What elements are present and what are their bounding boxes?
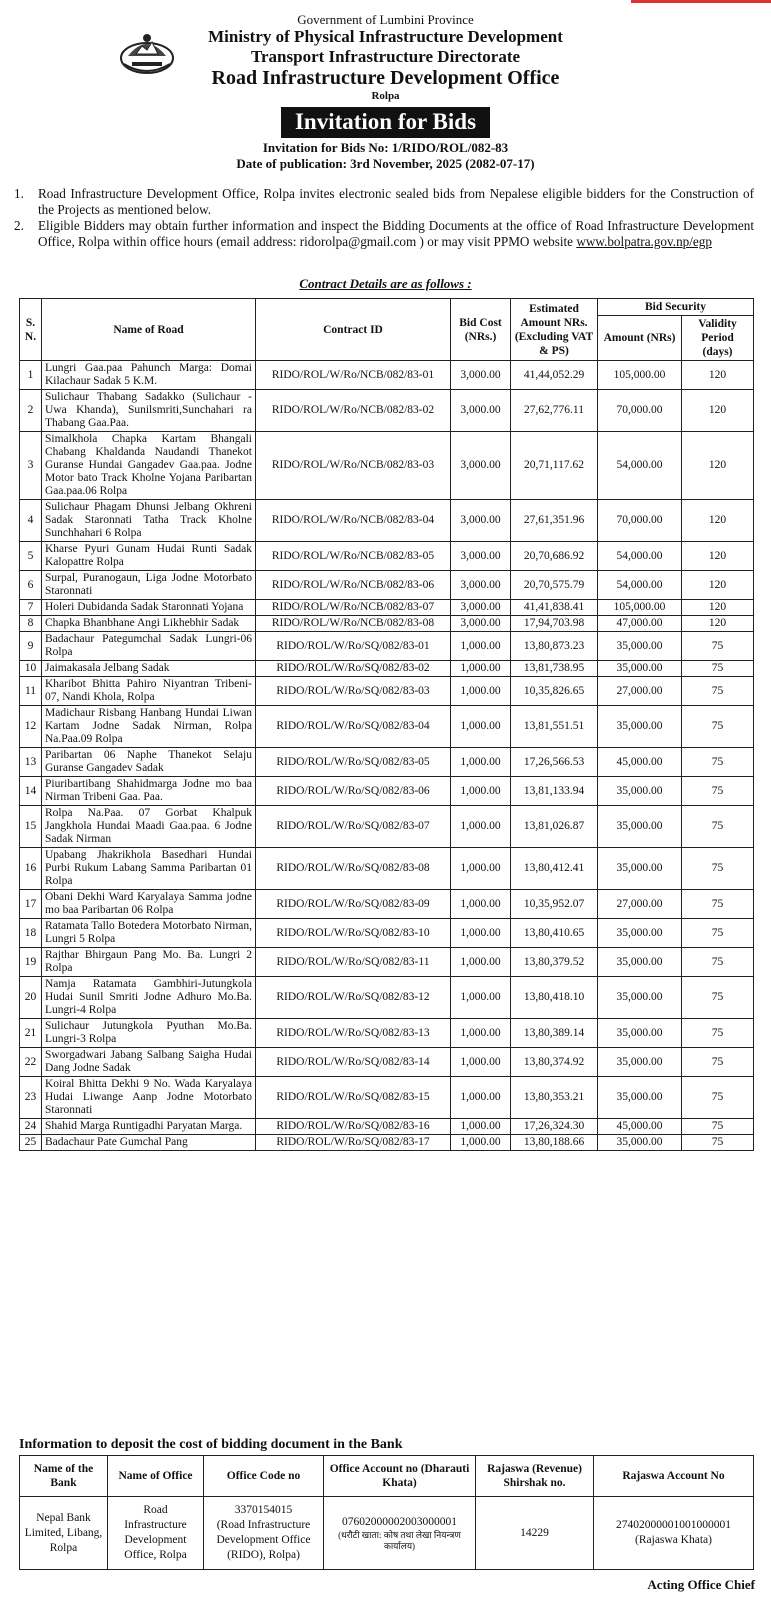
row-contract-id: RIDO/ROL/W/Ro/SQ/082/83-01: [256, 632, 451, 661]
publication-date: Date of publication: 3rd November, 2025 (2082-07-17): [236, 156, 535, 171]
row-sn: 3: [20, 432, 42, 500]
rajaswa-account-cell: [594, 1497, 754, 1570]
row-validity-period: 120: [682, 390, 754, 432]
paragraph-number: 1.: [14, 186, 24, 201]
office-account: 07602000002003000001: [342, 1515, 457, 1528]
table-row: [20, 706, 754, 748]
row-contract-id: RIDO/ROL/W/Ro/SQ/082/83-03: [256, 677, 451, 706]
row-bid-cost: 1,000.00: [451, 777, 511, 806]
row-bid-cost: 1,000.00: [451, 890, 511, 919]
row-contract-id: RIDO/ROL/W/Ro/NCB/082/83-08: [256, 616, 451, 632]
row-sn: 1: [20, 361, 42, 390]
row-security-amount: 27,000.00: [598, 677, 682, 706]
row-sn: 24: [20, 1119, 42, 1135]
row-security-amount: 35,000.00: [598, 777, 682, 806]
row-validity-period: 120: [682, 600, 754, 616]
row-bid-cost: 3,000.00: [451, 390, 511, 432]
row-security-amount: 35,000.00: [598, 1135, 682, 1151]
row-estimated-amount: 27,61,351.96: [511, 500, 598, 542]
office-account-note: (धरौटी खाता: कोष तथा लेखा नियन्त्रण कार्यालय): [338, 1529, 461, 1551]
row-sn: 9: [20, 632, 42, 661]
row-bid-cost: 3,000.00: [451, 432, 511, 500]
table-row: [20, 432, 754, 500]
table-row: [20, 361, 754, 390]
row-sn: 19: [20, 948, 42, 977]
row-validity-period: 120: [682, 616, 754, 632]
row-security-amount: 35,000.00: [598, 848, 682, 890]
office-name: Road Infrastructure Development Office: [211, 67, 560, 89]
contract-details-title: Contract Details are as follows :: [299, 276, 472, 291]
col-estimated-amount: Estimated Amount NRs. (Excluding VAT & PS): [511, 299, 598, 361]
row-estimated-amount: 13,81,551.51: [511, 706, 598, 748]
row-sn: 7: [20, 600, 42, 616]
row-contract-id: RIDO/ROL/W/Ro/SQ/082/83-04: [256, 706, 451, 748]
row-estimated-amount: 13,80,412.41: [511, 848, 598, 890]
row-road-name: Sulichaur Jutungkola Pyuthan Mo.Ba. Lungri-3 Rolpa: [42, 1019, 256, 1048]
row-security-amount: 54,000.00: [598, 542, 682, 571]
paragraph-body: Eligible Bidders may obtain further information and inspect the Bidding Documents at the office of Road Infrastructure Development Office, Rolpa within office hours (email address: ridorolpa@gmail.com ) or may visit PPMO website: [38, 218, 754, 249]
rajaswa-shirshak-cell: 14229: [476, 1497, 594, 1570]
table-row: [20, 1048, 754, 1077]
row-validity-period: 120: [682, 432, 754, 500]
row-road-name: Ratamata Tallo Botedera Motorbato Nirman, Lungri 5 Rolpa: [42, 919, 256, 948]
row-security-amount: 105,000.00: [598, 361, 682, 390]
row-validity-period: 75: [682, 948, 754, 977]
row-security-amount: 35,000.00: [598, 1048, 682, 1077]
table-row: [20, 977, 754, 1019]
bid-number: Invitation for Bids No: 1/RIDO/ROL/082-83: [262, 140, 509, 155]
col-security-amount: Amount (NRs): [598, 316, 682, 361]
row-validity-period: 75: [682, 748, 754, 777]
row-validity-period: 75: [682, 1077, 754, 1119]
row-bid-cost: 1,000.00: [451, 977, 511, 1019]
row-sn: 6: [20, 571, 42, 600]
table-row: [20, 571, 754, 600]
row-validity-period: 75: [682, 848, 754, 890]
row-security-amount: 35,000.00: [598, 632, 682, 661]
row-sn: 5: [20, 542, 42, 571]
row-validity-period: 75: [682, 632, 754, 661]
table-row: [20, 1135, 754, 1151]
row-sn: 13: [20, 748, 42, 777]
row-road-name: Badachaur Pate Gumchal Pang: [42, 1135, 256, 1151]
row-sn: 18: [20, 919, 42, 948]
row-contract-id: RIDO/ROL/W/Ro/NCB/082/83-06: [256, 571, 451, 600]
row-contract-id: RIDO/ROL/W/Ro/SQ/082/83-08: [256, 848, 451, 890]
row-estimated-amount: 13,80,188.66: [511, 1135, 598, 1151]
row-security-amount: 35,000.00: [598, 806, 682, 848]
row-sn: 4: [20, 500, 42, 542]
top-accent-line: [631, 0, 771, 3]
table-row: [20, 948, 754, 977]
row-sn: 10: [20, 661, 42, 677]
row-contract-id: RIDO/ROL/W/Ro/NCB/082/83-04: [256, 500, 451, 542]
row-road-name: Piuribartibang Shahidmarga Jodne mo baa Nirman Tribeni Gaa. Paa.: [42, 777, 256, 806]
row-bid-cost: 1,000.00: [451, 1048, 511, 1077]
row-validity-period: 75: [682, 890, 754, 919]
row-validity-period: 120: [682, 571, 754, 600]
table-row: [20, 1077, 754, 1119]
row-sn: 22: [20, 1048, 42, 1077]
row-sn: 12: [20, 706, 42, 748]
row-bid-cost: 1,000.00: [451, 632, 511, 661]
office-code: 3370154015: [234, 1504, 293, 1516]
row-security-amount: 35,000.00: [598, 1019, 682, 1048]
row-bid-cost: 1,000.00: [451, 1135, 511, 1151]
row-security-amount: 54,000.00: [598, 571, 682, 600]
row-estimated-amount: 17,94,703.98: [511, 616, 598, 632]
row-bid-cost: 1,000.00: [451, 948, 511, 977]
row-contract-id: RIDO/ROL/W/Ro/SQ/082/83-16: [256, 1119, 451, 1135]
row-road-name: Surpal, Puranogaun, Liga Jodne Motorbato Staronnati: [42, 571, 256, 600]
bank-section-title: Information to deposit the cost of bidding document in the Bank: [19, 1437, 403, 1452]
col-validity-period: Validity Period (days): [682, 316, 754, 361]
row-contract-id: RIDO/ROL/W/Ro/SQ/082/83-02: [256, 661, 451, 677]
directorate-name: Transport Infrastructure Directorate: [250, 47, 521, 66]
table-row: [20, 848, 754, 890]
row-contract-id: RIDO/ROL/W/Ro/SQ/082/83-15: [256, 1077, 451, 1119]
row-estimated-amount: 13,80,389.14: [511, 1019, 598, 1048]
row-bid-cost: 1,000.00: [451, 848, 511, 890]
letterhead: [0, 12, 771, 172]
row-contract-id: RIDO/ROL/W/Ro/NCB/082/83-07: [256, 600, 451, 616]
row-estimated-amount: 13,80,873.23: [511, 632, 598, 661]
row-bid-cost: 1,000.00: [451, 1077, 511, 1119]
bank-name: Nepal Bank Limited, Libang, Rolpa: [20, 1497, 108, 1570]
row-estimated-amount: 13,80,379.52: [511, 948, 598, 977]
paragraph-2: [14, 218, 754, 250]
row-sn: 23: [20, 1077, 42, 1119]
row-validity-period: 75: [682, 1019, 754, 1048]
row-estimated-amount: 17,26,566.53: [511, 748, 598, 777]
row-validity-period: 75: [682, 777, 754, 806]
row-sn: 20: [20, 977, 42, 1019]
row-bid-cost: 1,000.00: [451, 661, 511, 677]
row-contract-id: RIDO/ROL/W/Ro/NCB/082/83-02: [256, 390, 451, 432]
table-row: [20, 616, 754, 632]
table-row: [20, 777, 754, 806]
row-contract-id: RIDO/ROL/W/Ro/SQ/082/83-13: [256, 1019, 451, 1048]
government-name: Government of Lumbini Province: [297, 12, 474, 27]
col-office-code: Office Code no: [204, 1456, 324, 1497]
table-row: [20, 542, 754, 571]
row-contract-id: RIDO/ROL/W/Ro/SQ/082/83-17: [256, 1135, 451, 1151]
row-road-name: Sulichaur Thabang Sadakko (Sulichaur -Uwa Khanda), Sunilsmriti,Sunchahari ra Thabang Gaa.Paa.: [42, 390, 256, 432]
row-road-name: Obani Dekhi Ward Karyalaya Samma jodne mo baa Paribartan 06 Rolpa: [42, 890, 256, 919]
signature-line: Acting Office Chief: [647, 1577, 755, 1592]
row-sn: 14: [20, 777, 42, 806]
paragraph-1: [14, 186, 754, 218]
row-road-name: Jaimakasala Jelbang Sadak: [42, 661, 256, 677]
row-bid-cost: 1,000.00: [451, 677, 511, 706]
row-road-name: Madichaur Risbang Hanbang Hundai Liwan Kartam Jodne Sadak Nirman, Rolpa Na.Paa.09 Rolpa: [42, 706, 256, 748]
row-contract-id: RIDO/ROL/W/Ro/SQ/082/83-07: [256, 806, 451, 848]
row-validity-period: 75: [682, 919, 754, 948]
row-road-name: Badachaur Pategumchal Sadak Lungri-06 Rolpa: [42, 632, 256, 661]
row-bid-cost: 1,000.00: [451, 748, 511, 777]
ministry-name: Ministry of Physical Infrastructure Development: [208, 27, 563, 46]
row-contract-id: RIDO/ROL/W/Ro/SQ/082/83-11: [256, 948, 451, 977]
col-bank-name: Name of the Bank: [20, 1456, 108, 1497]
row-bid-cost: 3,000.00: [451, 600, 511, 616]
row-road-name: Koiral Bhitta Dekhi 9 No. Wada Karyalaya Hudai Liwange Aanp Jodne Motorbato Staronnati: [42, 1077, 256, 1119]
office-name-cell: Road Infrastructure Development Office, Rolpa: [108, 1497, 204, 1570]
row-bid-cost: 3,000.00: [451, 616, 511, 632]
row-validity-period: 120: [682, 361, 754, 390]
row-estimated-amount: 41,44,052.29: [511, 361, 598, 390]
col-road-name: Name of Road: [42, 299, 256, 361]
row-validity-period: 120: [682, 542, 754, 571]
row-validity-period: 75: [682, 1048, 754, 1077]
col-sn: S. N.: [20, 299, 42, 361]
office-location: Rolpa: [371, 90, 400, 102]
row-road-name: Simalkhola Chapka Kartam Bhangali Chabang Khaldanda Naudandi Thanekot Guranse Hundai Gangadev Gaa.paa. Jodne Motor bato Track Kholne Yojana Paribartan Gaa.paa.06 Rolpa: [42, 432, 256, 500]
rajaswa-account: 27402000001001000001: [616, 1519, 731, 1531]
row-road-name: Sworgadwari Jabang Salbang Saigha Hudai Dang Jodne Sadak: [42, 1048, 256, 1077]
row-road-name: Lungri Gaa.paa Pahunch Marga: Domai Kilachaur Sadak 5 K.M.: [42, 361, 256, 390]
table-row: [20, 1019, 754, 1048]
row-sn: 17: [20, 890, 42, 919]
row-road-name: Chapka Bhanbhane Angi Likhebhir Sadak: [42, 616, 256, 632]
row-estimated-amount: 27,62,776.11: [511, 390, 598, 432]
row-contract-id: RIDO/ROL/W/Ro/SQ/082/83-05: [256, 748, 451, 777]
row-estimated-amount: 20,70,575.79: [511, 571, 598, 600]
paragraph-text: [38, 218, 754, 250]
table-row: [20, 1119, 754, 1135]
table-row: [20, 806, 754, 848]
row-estimated-amount: 17,26,324.30: [511, 1119, 598, 1135]
col-bid-cost: Bid Cost (NRs.): [451, 299, 511, 361]
row-road-name: Rolpa Na.Paa. 07 Gorbat Khalpuk Jangkhola Hundai Maadi Gaa.paa. 6 Jodne Sadak Nirman: [42, 806, 256, 848]
table-row: [20, 890, 754, 919]
row-bid-cost: 3,000.00: [451, 571, 511, 600]
row-contract-id: RIDO/ROL/W/Ro/SQ/082/83-06: [256, 777, 451, 806]
row-security-amount: 35,000.00: [598, 706, 682, 748]
contract-details-table: [19, 298, 754, 1151]
row-contract-id: RIDO/ROL/W/Ro/NCB/082/83-05: [256, 542, 451, 571]
row-security-amount: 70,000.00: [598, 390, 682, 432]
row-security-amount: 35,000.00: [598, 977, 682, 1019]
row-road-name: Namja Ratamata Gambhiri-Jutungkola Hudai Sunil Smriti Jodne Adhuro Mo.Ba. Lungri-4 Rolpa: [42, 977, 256, 1019]
row-bid-cost: 1,000.00: [451, 706, 511, 748]
ppmo-website-link[interactable]: www.bolpatra.gov.np/egp: [576, 234, 712, 249]
row-security-amount: 35,000.00: [598, 1077, 682, 1119]
row-estimated-amount: 10,35,826.65: [511, 677, 598, 706]
row-validity-period: 75: [682, 706, 754, 748]
row-estimated-amount: 13,80,418.10: [511, 977, 598, 1019]
row-validity-period: 120: [682, 500, 754, 542]
row-security-amount: 105,000.00: [598, 600, 682, 616]
row-bid-cost: 3,000.00: [451, 542, 511, 571]
notice-paragraphs: [14, 186, 754, 250]
row-road-name: Rajthar Bhirgaun Pang Mo. Ba. Lungri 2 Rolpa: [42, 948, 256, 977]
row-validity-period: 75: [682, 977, 754, 1019]
row-contract-id: RIDO/ROL/W/Ro/NCB/082/83-03: [256, 432, 451, 500]
rajaswa-account-note: (Rajaswa Khata): [635, 1534, 712, 1546]
row-security-amount: 27,000.00: [598, 890, 682, 919]
row-sn: 11: [20, 677, 42, 706]
col-office-name: Name of Office: [108, 1456, 204, 1497]
row-road-name: Kharse Pyuri Gunam Hudai Runti Sadak Kalopattre Rolpa: [42, 542, 256, 571]
table-row: [20, 600, 754, 616]
row-road-name: Paribartan 06 Naphe Thanekot Selaju Guranse Gangadev Sadak: [42, 748, 256, 777]
row-road-name: Upabang Jhakrikhola Basedhari Hundai Purbi Rukum Labang Samma Paribartan 01 Rolpa: [42, 848, 256, 890]
row-validity-period: 75: [682, 806, 754, 848]
paragraph-number: 2.: [14, 218, 24, 233]
row-security-amount: 35,000.00: [598, 948, 682, 977]
row-estimated-amount: 13,80,353.21: [511, 1077, 598, 1119]
office-code-note: (Road Infrastructure Development Office (RIDO), Rolpa): [216, 1519, 311, 1561]
table-row: [20, 677, 754, 706]
row-estimated-amount: 10,35,952.07: [511, 890, 598, 919]
bank-row: [20, 1497, 754, 1570]
row-estimated-amount: 13,81,026.87: [511, 806, 598, 848]
row-sn: 2: [20, 390, 42, 432]
row-road-name: Shahid Marga Runtigadhi Paryatan Marga.: [42, 1119, 256, 1135]
row-estimated-amount: 20,70,686.92: [511, 542, 598, 571]
row-bid-cost: 3,000.00: [451, 500, 511, 542]
row-contract-id: RIDO/ROL/W/Ro/NCB/082/83-01: [256, 361, 451, 390]
row-validity-period: 75: [682, 1119, 754, 1135]
row-security-amount: 35,000.00: [598, 919, 682, 948]
row-bid-cost: 3,000.00: [451, 361, 511, 390]
table-row: [20, 661, 754, 677]
col-office-account: Office Account no (Dharauti Khata): [324, 1456, 476, 1497]
table-row: [20, 919, 754, 948]
office-account-cell: [324, 1497, 476, 1570]
office-code-cell: [204, 1497, 324, 1570]
row-sn: 8: [20, 616, 42, 632]
row-sn: 21: [20, 1019, 42, 1048]
row-bid-cost: 1,000.00: [451, 806, 511, 848]
row-validity-period: 75: [682, 677, 754, 706]
row-bid-cost: 1,000.00: [451, 1019, 511, 1048]
row-estimated-amount: 13,81,738.95: [511, 661, 598, 677]
row-contract-id: RIDO/ROL/W/Ro/SQ/082/83-10: [256, 919, 451, 948]
table-row: [20, 748, 754, 777]
bank-deposit-table: [19, 1455, 754, 1570]
row-bid-cost: 1,000.00: [451, 919, 511, 948]
row-security-amount: 45,000.00: [598, 1119, 682, 1135]
row-estimated-amount: 41,41,838.41: [511, 600, 598, 616]
table-row: [20, 500, 754, 542]
row-estimated-amount: 13,81,133.94: [511, 777, 598, 806]
col-contract-id: Contract ID: [256, 299, 451, 361]
col-rajaswa-account: Rajaswa Account No: [594, 1456, 754, 1497]
row-sn: 16: [20, 848, 42, 890]
row-security-amount: 45,000.00: [598, 748, 682, 777]
row-sn: 25: [20, 1135, 42, 1151]
paragraph-text: Road Infrastructure Development Office, Rolpa invites electronic sealed bids from Nepalese eligible bidders for the Construction of the Projects as mentioned below.: [38, 186, 754, 217]
row-validity-period: 75: [682, 1135, 754, 1151]
row-bid-cost: 1,000.00: [451, 1119, 511, 1135]
notice-banner: Invitation for Bids: [281, 107, 490, 138]
table-row: [20, 632, 754, 661]
row-estimated-amount: 20,71,117.62: [511, 432, 598, 500]
row-security-amount: 35,000.00: [598, 661, 682, 677]
col-bid-security: Bid Security: [598, 299, 754, 316]
row-road-name: Sulichaur Phagam Dhunsi Jelbang Okhreni Sadak Staronnati Tatha Track Kholne Sunchhahari 6 Rolpa: [42, 500, 256, 542]
row-security-amount: 47,000.00: [598, 616, 682, 632]
table-row: [20, 390, 754, 432]
row-road-name: Kharibot Bhitta Pahiro Niyantran Tribeni- 07, Nandi Khola, Rolpa: [42, 677, 256, 706]
row-validity-period: 75: [682, 661, 754, 677]
row-contract-id: RIDO/ROL/W/Ro/SQ/082/83-14: [256, 1048, 451, 1077]
row-sn: 15: [20, 806, 42, 848]
row-road-name: Holeri Dubidanda Sadak Staronnati Yojana: [42, 600, 256, 616]
row-security-amount: 54,000.00: [598, 432, 682, 500]
col-rajaswa-shirshak: Rajaswa (Revenue) Shirshak no.: [476, 1456, 594, 1497]
row-contract-id: RIDO/ROL/W/Ro/SQ/082/83-12: [256, 977, 451, 1019]
row-estimated-amount: 13,80,374.92: [511, 1048, 598, 1077]
row-contract-id: RIDO/ROL/W/Ro/SQ/082/83-09: [256, 890, 451, 919]
row-estimated-amount: 13,80,410.65: [511, 919, 598, 948]
row-security-amount: 70,000.00: [598, 500, 682, 542]
